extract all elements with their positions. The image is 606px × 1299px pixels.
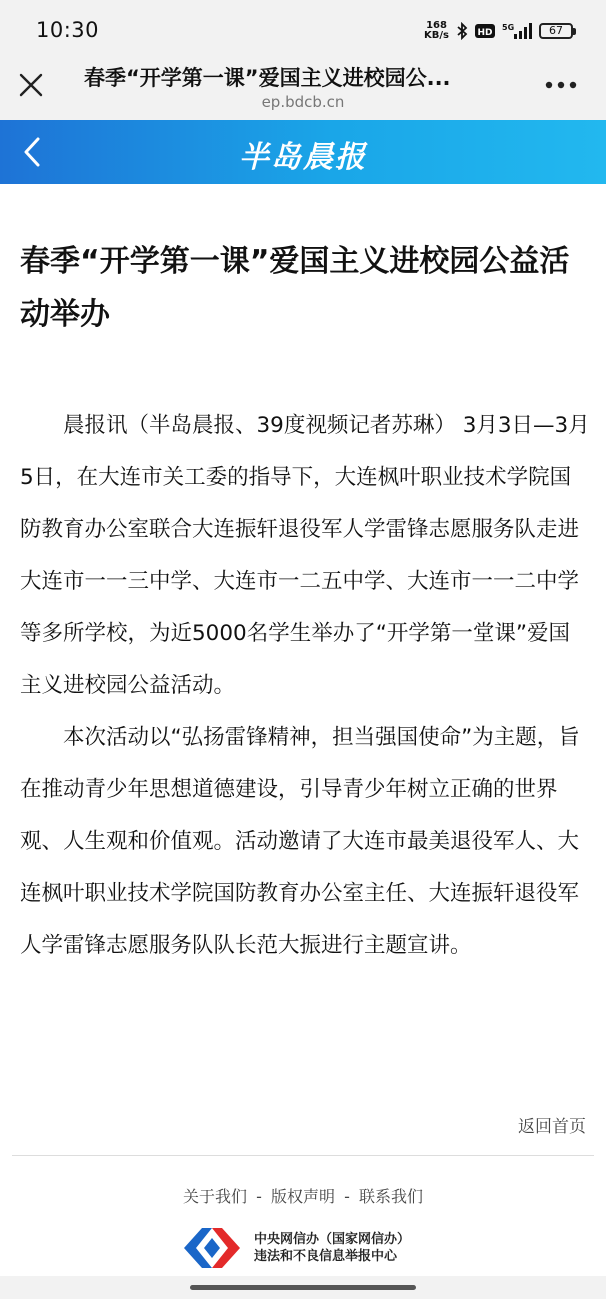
battery-level: 67 [539, 23, 573, 39]
report-center-line1: 中央网信办（国家网信办） [254, 1232, 411, 1247]
report-center-line2: 违法和不良信息举报中心 [254, 1249, 398, 1264]
browser-page-title: 春季“开学第一课”爱国主义进校园公... [84, 66, 451, 90]
net-speed-indicator [424, 21, 449, 41]
battery-icon [539, 23, 576, 39]
net-speed-value: 168 [426, 20, 447, 31]
article-paragraph: 本次活动以“弘扬雷锋精神，担当强国使命”为主题，旨在推动青少年思想道德建设，引导青少年树立正确的世界观、人生观和价值观。活动邀请了大连市最美退役军人、大连枫叶职业技术学院国防教育办公室主任、大连振轩退役军人学雷锋志愿服务队队长范大振进行主题宣讲。 [20, 725, 580, 958]
more-icon[interactable] [544, 80, 578, 90]
status-icons [424, 19, 576, 43]
browser-bar [0, 62, 606, 120]
footer-link-separator: - [344, 1187, 350, 1206]
footer-links [0, 1184, 606, 1207]
svg-text:HD: HD [477, 28, 493, 38]
gesture-bar [0, 1276, 606, 1299]
report-center-badge[interactable] [180, 1226, 410, 1270]
footer-divider [12, 1155, 594, 1156]
footer-link-copyright[interactable]: 版权声明 [270, 1187, 335, 1206]
footer-link-about[interactable]: 关于我们 [183, 1187, 248, 1206]
battery-cap [573, 28, 576, 35]
home-indicator[interactable] [190, 1285, 416, 1290]
footer-link-contact[interactable]: 联系我们 [358, 1187, 423, 1206]
browser-url[interactable]: ep.bdcb.cn [261, 93, 345, 111]
svg-text:5G: 5G [502, 23, 515, 32]
back-home-link[interactable]: 返回首页 [518, 1117, 586, 1137]
status-time: 10:30 [36, 18, 100, 42]
5g-signal-icon [502, 22, 532, 40]
article-body [20, 400, 590, 972]
report-center-logo-icon [180, 1226, 244, 1270]
app-header [0, 120, 606, 184]
hd-icon [475, 24, 495, 38]
footer-link-separator: - [256, 1187, 262, 1206]
article-title: 春季“开学第一课”爱国主义进校园公益活动举办 [20, 244, 570, 332]
report-center-text [254, 1231, 410, 1265]
article-paragraph: 晨报讯（半岛晨报、39度视频记者苏琳） 3月3日—3月5日，在大连市关工委的指导下，大连枫叶职业技术学院国防教育办公室联合大连振轩退役军人学雷锋志愿服务队走进大连市一一三中学、大连市一二五中学、大连市一一二中学等多所学校，为近5000名学生举办了“开学第一堂课”爱国主义进校园公益活动。 [20, 413, 590, 698]
status-bar [0, 0, 606, 62]
bluetooth-icon [456, 22, 468, 40]
net-speed-unit: KB/s [424, 30, 449, 41]
brand-logo[interactable]: 半岛晨报 [239, 140, 367, 175]
